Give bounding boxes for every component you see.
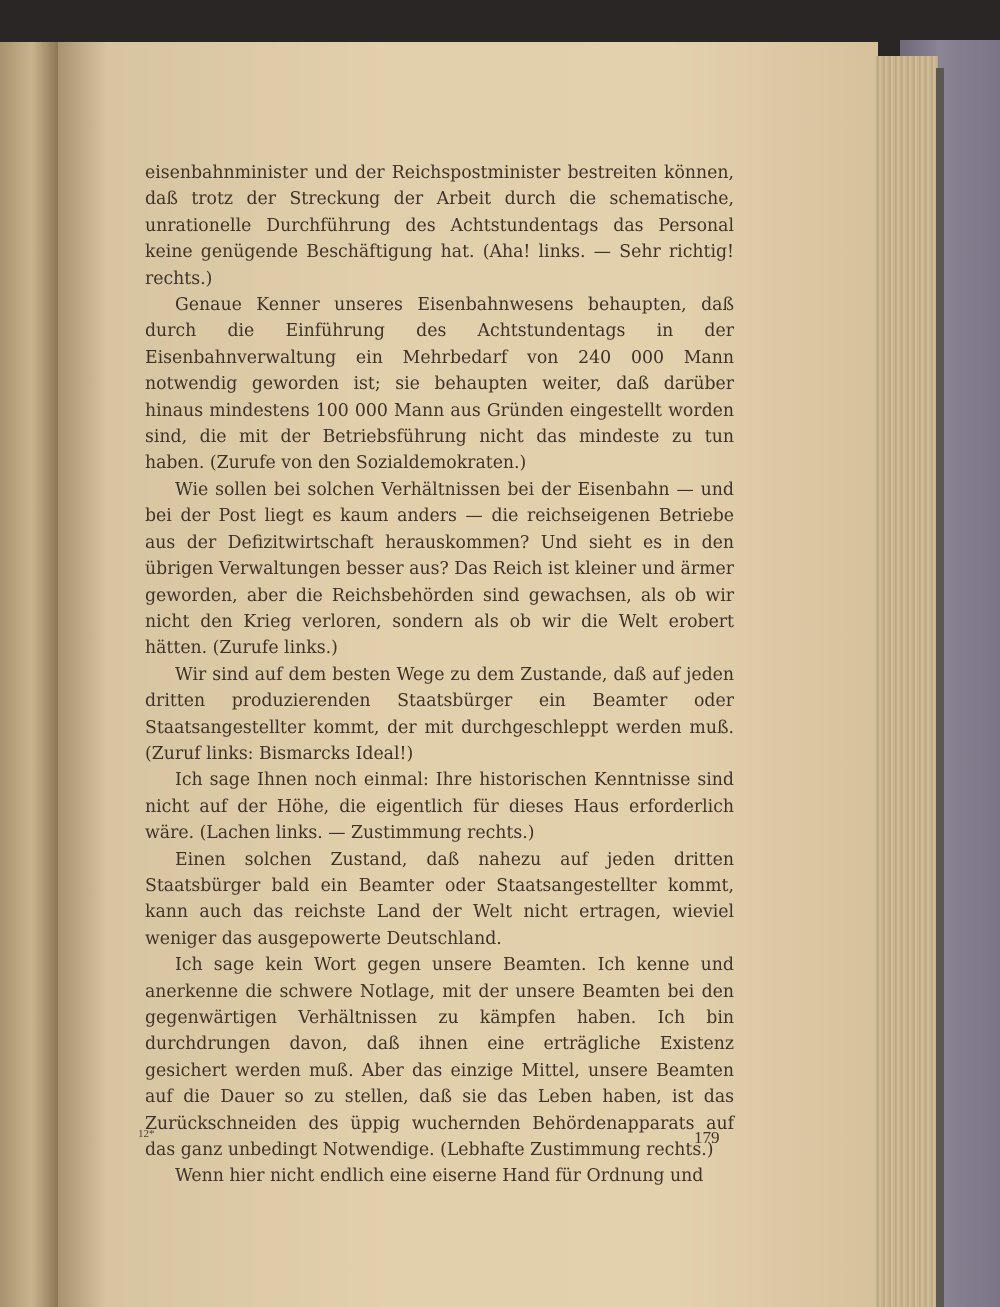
paragraph: Ich sage Ihnen noch einmal: Ihre historischen Kenntnisse sind nicht auf der Höhe, die eigentlich für dieses Haus erforderlich wäre. (Lachen links. — Zustimmung rechts.) xyxy=(145,770,734,844)
page-stack-shadow xyxy=(936,68,944,1307)
page-number: 179 xyxy=(694,1128,720,1147)
body-text xyxy=(145,160,734,1190)
paragraph: Genaue Kenner unseres Eisenbahnwesens behaupten, daß durch die Einführung des Achtstundentags in der Eisenbahnverwaltung ein Mehrbedarf von 240 000 Mann notwendig geworden ist; sie behaupten weiter, daß darüber hinaus mindestens 100 000 Mann aus Gründen eingestellt worden sind, die mit der Betriebsführung nicht das mindeste zu tun haben. (Zurufe von den Sozialdemokraten.) xyxy=(145,295,734,474)
paragraph: Ich sage kein Wort gegen unsere Beamten. Ich kenne und anerkenne die schwere Notlage, mit der unsere Beamten bei den gegenwärtigen Verhältnissen zu kämpfen haben. Ich bin durchdrungen davon, daß ihnen eine erträgliche Existenz gesichert werden muß. Aber das einzige Mittel, unsere Beamten auf die Dauer so zu stellen, daß sie das Leben haben, ist das Zurückschneiden des üppig wuchernden Behördenapparats auf das ganz unbedingt Notwendige. (Lebhafte Zustimmung rechts.) xyxy=(145,955,734,1161)
paragraph: Einen solchen Zustand, daß nahezu auf jeden dritten Staatsbürger bald ein Beamter oder Staatsangestellter kommt, kann auch das reichste Land der Welt nicht ertragen, wieviel weniger das ausgepowerte Deutschland. xyxy=(145,849,734,949)
left-page-edge xyxy=(0,42,58,1307)
page-stack-edges xyxy=(876,56,938,1307)
paragraph: Wir sind auf dem besten Wege zu dem Zustande, daß auf jeden dritten produzierenden Staatsbürger ein Beamter oder Staatsangestellter kommt, der mit durchgeschleppt werden muß. (Zuruf links: Bismarcks Ideal!) xyxy=(145,664,734,764)
paragraph: Wie sollen bei solchen Verhältnissen bei der Eisenbahn — und bei der Post liegt es kaum anders — die reichseigenen Betriebe aus der Defizitwirtschaft herauskommen? Und sieht es in den übrigen Verwaltungen besser aus? Das Reich ist kleiner und ärmer geworden, aber die Reichsbehörden sind gewachsen, als ob wir nicht den Krieg verloren, sondern als ob wir die Welt erobert hätten. (Zurufe links.) xyxy=(145,479,734,659)
paragraph: eisenbahnminister und der Reichspostminister bestreiten können, daß trotz der Streckung der Arbeit durch die schematische, unrationelle Durchführung des Achtstundentags das Personal keine genügende Beschäftigung hat. (Aha! links. — Sehr richtig! rechts.) xyxy=(145,163,734,289)
paragraph: Wenn hier nicht endlich eine eiserne Hand für Ordnung und xyxy=(175,1166,704,1187)
signature-mark: 12* xyxy=(138,1128,155,1140)
